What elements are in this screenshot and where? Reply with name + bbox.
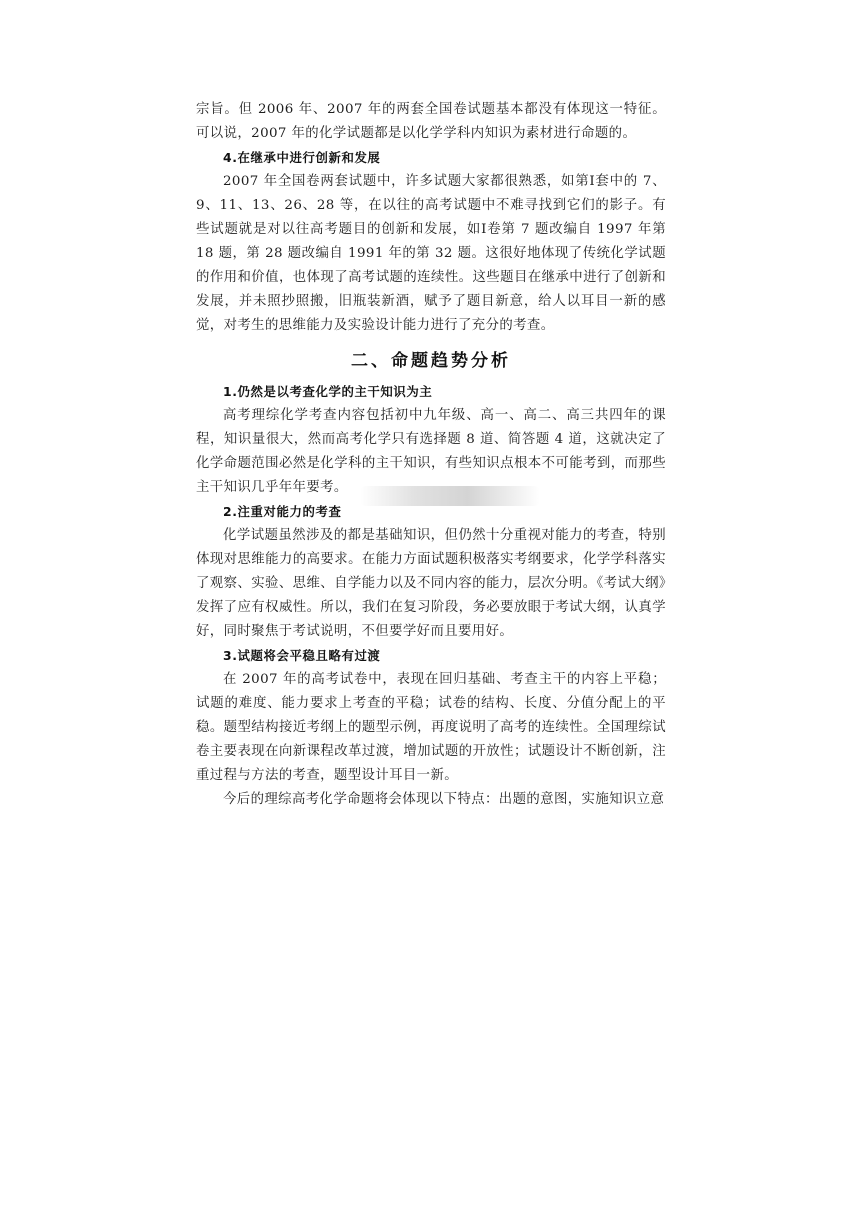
paragraph-future: 今后的理综高考化学命题将会体现以下特点：出题的意图，实施知识立意 xyxy=(223,792,665,807)
heading-core-knowledge: 1.仍然是以考查化学的主干知识为主 xyxy=(223,384,433,399)
document-page xyxy=(196,98,666,812)
heading-stability: 3.试题将会平稳且略有过渡 xyxy=(223,648,381,663)
heading-innovation: 4.在继承中进行创新和发展 xyxy=(223,150,381,165)
paragraph-core-knowledge: 高考理综化学考查内容包括初中九年级、高一、高二、高三共四年的课程，知识量很大，然而高考化学只有选择题 8 道、简答题 4 道，这就决定了化学命题范围必然是化学科的主干知识，有些知识点根本不可能考到，而那些主干知识几乎年年要考。 xyxy=(196,408,666,495)
section-title: 二、命题趋势分析 xyxy=(351,351,511,371)
heading-ability: 2.注重对能力的考查 xyxy=(223,504,342,519)
paragraph-ability: 化学试题虽然涉及的都是基础知识，但仍然十分重视对能力的考查，特别体现对思维能力的高要求。在能力方面试题积极落实考纲要求，化学学科落实了观察、实验、思维、自学能力以及不同内容的能力，层次分明。《考试大纲》发挥了应有权威性。所以，我们在复习阶段，务必要放眼于考试大纲，认真学好，同时聚焦于考试说明，不但要学好而且要用好。 xyxy=(196,528,666,639)
paragraph-stability: 在 2007 年的高考试卷中，表现在回归基础、考查主干的内容上平稳；试题的难度、能力要求上考查的平稳；试卷的结构、长度、分值分配上的平稳。题型结构接近考纲上的题型示例，再度说明了高考的连续性。全国理综试卷主要表现在向新课程改革过渡，增加试题的开放性；试题设计不断创新，注重过程与方法的考查，题型设计耳目一新。 xyxy=(196,672,666,783)
paragraph-innovation: 2007 年全国卷两套试题中，许多试题大家都很熟悉，如第Ⅰ套中的 7、9、11、13、26、28 等，在以往的高考试题中不难寻找到它们的影子。有些试题就是对以往高考题目的创新和发展，如Ⅰ卷第 7 题改编自 1997 年第 18 题，第 28 题改编自 1991 年的第 32 题。这很好地体现了传统化学试题的作用和价值，也体现了高考试题的连续性。这些题目在继承中进行了创新和发展，并未照抄照搬，旧瓶装新酒，赋予了题目新意，给人以耳目一新的感觉，对考生的思维能力及实验设计能力进行了充分的考查。 xyxy=(196,174,666,333)
paragraph-intro: 宗旨。但 2006 年、2007 年的两套全国卷试题基本都没有体现这一特征。可以说，2007 年的化学试题都是以化学学科内知识为素材进行命题的。 xyxy=(196,102,666,141)
